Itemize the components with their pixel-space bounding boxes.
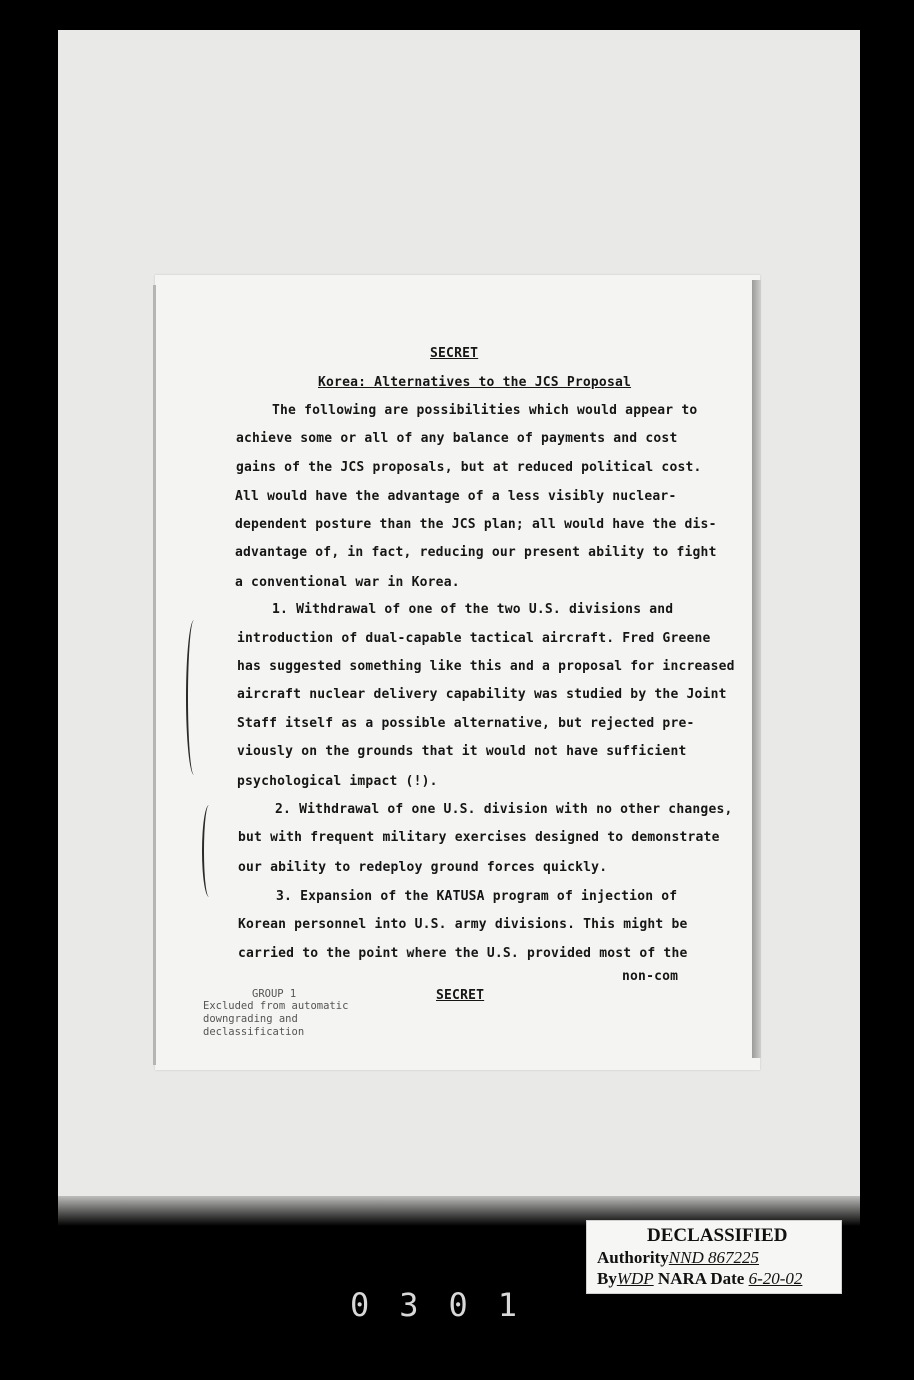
body-line: advantage of, in fact, reducing our present ability to fight [235, 545, 717, 560]
item-3-line: 3. Expansion of the KATUSA program of injection of [276, 889, 678, 904]
declassified-stamp [586, 1220, 842, 1294]
footer-group-line: downgrading and [203, 1013, 298, 1025]
stamp-by-label: By [597, 1269, 617, 1288]
body-line: dependent posture than the JCS plan; all would have the dis- [235, 517, 717, 532]
body-line: The following are possibilities which would appear to [272, 403, 698, 418]
document-title: Korea: Alternatives to the JCS Proposal [318, 375, 632, 390]
item-2-line: 2. Withdrawal of one U.S. division with no other changes, [275, 802, 733, 817]
item-1-line: 1. Withdrawal of one of the two U.S. divisions and [272, 602, 674, 617]
item-1-line: psychological impact (!). [237, 774, 438, 789]
footer-classification: SECRET [436, 988, 485, 1003]
stamp-nara-label: NARA Date [657, 1269, 745, 1288]
item-1-line: introduction of dual-capable tactical aircraft. Fred Greene [237, 631, 711, 646]
body-line: achieve some or all of any balance of payments and cost [236, 431, 678, 446]
item-1-line: has suggested something like this and a proposal for increased [237, 659, 735, 674]
item-1-line: Staff itself as a possible alternative, but rejected pre- [237, 716, 695, 731]
header-classification: SECRET [430, 346, 479, 361]
item-1-line: viously on the grounds that it would not have sufficient [237, 744, 687, 759]
stamp-by-value: WDP [616, 1269, 654, 1288]
footer-group-line: GROUP 1 [252, 988, 297, 1000]
stamp-authority-value: NND 867225 [668, 1248, 759, 1267]
stamp-by-row [597, 1269, 802, 1289]
item-2-line: our ability to redeploy ground forces quickly. [238, 860, 608, 875]
film-frame-number: 0301 [350, 1286, 548, 1324]
body-line: a conventional war in Korea. [235, 575, 460, 590]
item-3-line: carried to the point where the U.S. provided most of the [238, 946, 688, 961]
continuation-word: non-com [622, 969, 679, 984]
item-1-line: aircraft nuclear delivery capability was studied by the Joint [237, 687, 727, 702]
footer-group-line: Excluded from automatic [203, 1000, 349, 1012]
margin-bracket-mark [202, 805, 216, 897]
footer-group-line: declassification [203, 1026, 305, 1038]
page-edge-left [153, 285, 156, 1065]
stamp-title: DECLASSIFIED [647, 1225, 788, 1246]
page-edge-right [752, 280, 761, 1058]
body-line: All would have the advantage of a less visibly nuclear- [235, 489, 677, 504]
margin-bracket-mark [186, 620, 202, 775]
stamp-authority-row [597, 1248, 759, 1268]
body-line: gains of the JCS proposals, but at reduced political cost. [236, 460, 702, 475]
stamp-authority-label: Authority [597, 1248, 669, 1267]
stamp-date-value: 6-20-02 [748, 1269, 803, 1288]
item-2-line: but with frequent military exercises designed to demonstrate [238, 830, 720, 845]
item-3-line: Korean personnel into U.S. army divisions. This might be [238, 917, 688, 932]
